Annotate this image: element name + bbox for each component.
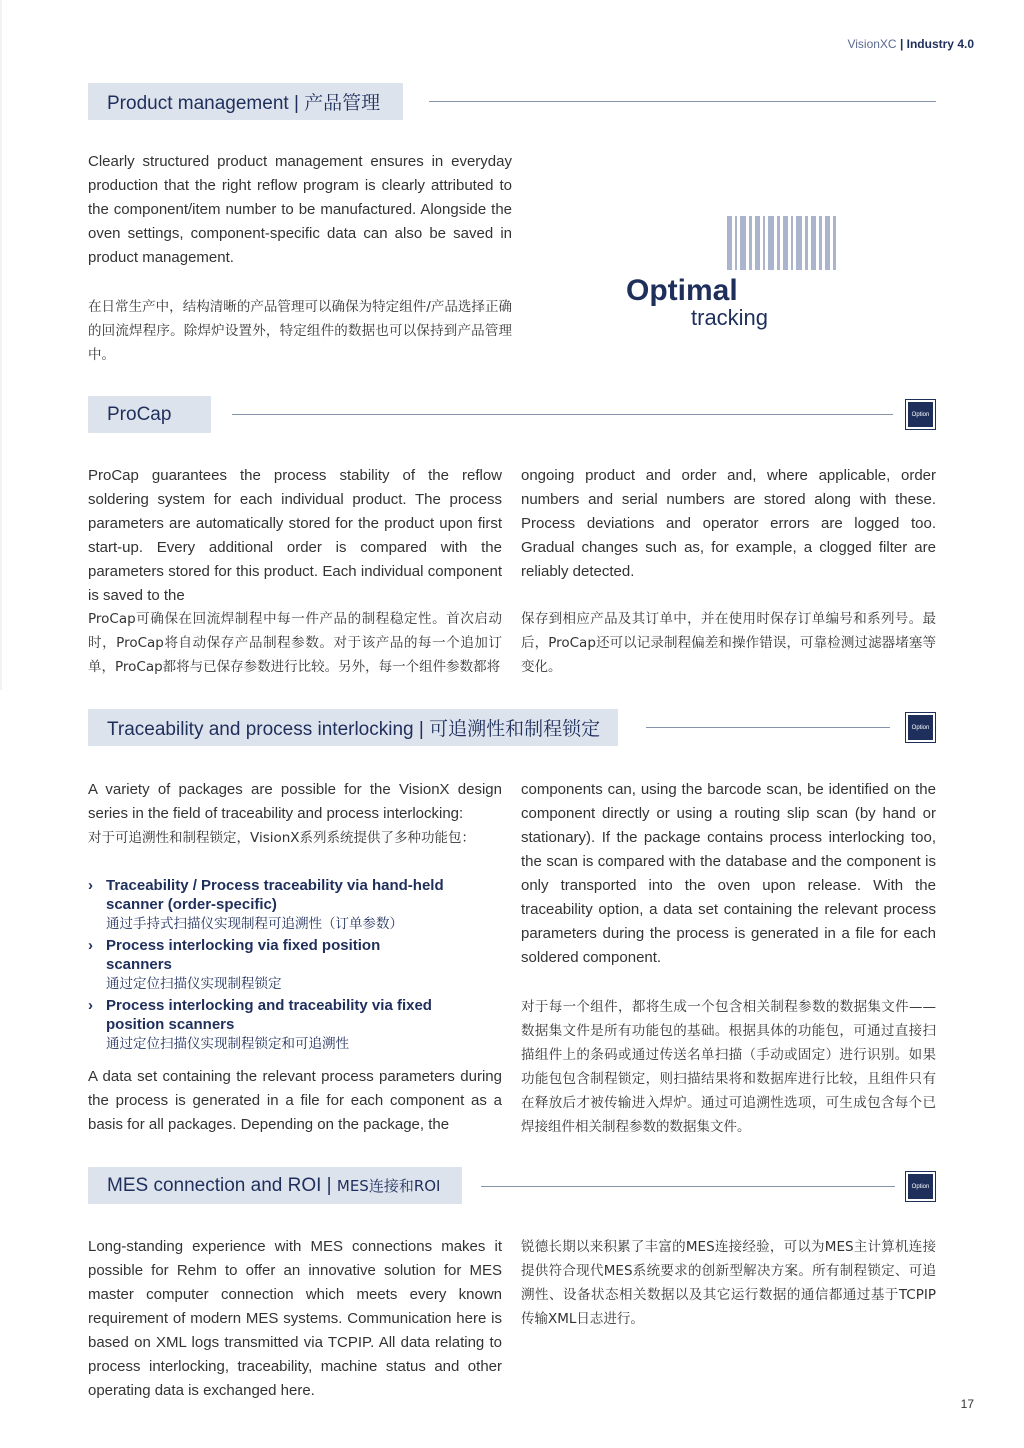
header-separator: | xyxy=(899,37,904,51)
option-badge xyxy=(905,1171,936,1202)
traceability-intro-en: A variety of packages are possible for the VisionX design series in the field of traceability and process interlocking: xyxy=(88,781,502,822)
section-title-cn: MES连接和ROI xyxy=(336,1176,441,1195)
section-title: Traceability and process interlocking | 可追溯性和制程锁定 xyxy=(107,719,601,740)
chevron-right-icon: › xyxy=(88,997,93,1014)
section-rule xyxy=(646,727,890,728)
page-number: 17 xyxy=(960,1397,974,1411)
list-item-cn: 通过手持式扫描仪实现制程可追溯性（订单参数） xyxy=(106,916,403,932)
traceability-right-cn: 对于每一个组件，都将生成一个包含相关制程参数的数据集文件——数据集文件是所有功能包的基础。根据具体的功能包，可通过直接扫描组件上的条码或通过传送名单扫描（手动或固定）进行识别。如果功能包包含制程锁定，则扫描结果将和数据库进行比较，且组件只有在释放后才被传输进入焊炉。通过可追溯性选项，可生成包含每个已焊接组件相关制程参数的数据集文件。 xyxy=(521,999,936,1135)
section-title: ProCap xyxy=(107,403,172,425)
list-item xyxy=(88,996,448,1054)
procap-text-cn-left: ProCap可确保在回流焊制程中每一件产品的制程稳定性。首次启动时，ProCap将自动保存产品制程参数。对于该产品的每一个追加订单，ProCap都将与已保存参数进行比较。另外，每一个组件参数都将 xyxy=(88,611,502,675)
option-badge xyxy=(905,712,936,743)
section-rule xyxy=(232,414,893,415)
list-item-cn: 通过定位扫描仪实现制程锁定和可追溯性 xyxy=(106,1036,349,1052)
section-heading-traceability xyxy=(88,709,618,746)
option-badge-label: Option xyxy=(908,1174,933,1199)
mes-text-en: Long-standing experience with MES connections makes it possible for Rehm to offer an innovative solution for MES master computer connection which meets every known requirement of modern MES systems. Communication here is based on XML logs transmitted via TCPIP. All data relating to process interlocking, traceability, machine status and other operating data is exchanged here. xyxy=(88,1238,502,1399)
procap-text-cn-right: 保存到相应产品及其订单中，并在使用时保存订单编号和系列号。最后，ProCap还可以记录制程偏差和操作错误，可靠检测过滤器堵塞等变化。 xyxy=(521,611,936,675)
traceability-right-en: components can, using the barcode scan, be identified on the component directly or using a routing slip scan (by hand or stationary). If the package contains process interlocking too, the scan is compared with the database and the component is only transported into the oven upon release. With the traceability option, a data set containing the relevant process parameters during the process is generated in a file for each soldered component. xyxy=(521,781,936,966)
section-rule xyxy=(429,101,936,102)
traceability-bottom-en: A data set containing the relevant process parameters during the process is generated in a file for each component as a basis for all packages. Depending on the package, the xyxy=(88,1068,502,1133)
product-management-text-en: Clearly structured product management ensures in everyday production that the right reflow program is clearly attributed to the component/item number to be manufactured. Alongside the oven settings, component-specific data can also be saved in product management. xyxy=(88,153,512,266)
barcode-icon xyxy=(727,216,839,270)
list-item-title: Process interlocking and traceability via fixed position scanners xyxy=(106,997,432,1033)
header-section: Industry 4.0 xyxy=(906,37,974,51)
header-brand: VisionXC xyxy=(847,37,897,51)
list-item xyxy=(88,876,448,934)
list-item xyxy=(88,936,448,994)
list-item-cn: 通过定位扫描仪实现制程锁定 xyxy=(106,976,282,992)
section-title xyxy=(107,1175,441,1197)
package-list xyxy=(88,876,448,1056)
option-badge-label: Option xyxy=(908,402,933,427)
header-tag xyxy=(847,37,974,51)
traceability-intro-cn: 对于可追溯性和制程锁定，VisionX系列系统提供了多种功能包： xyxy=(88,830,476,846)
optimal-tracking-graphic xyxy=(624,210,864,340)
option-badge-label: Option xyxy=(908,715,933,740)
chevron-right-icon: › xyxy=(88,937,93,954)
graphic-word-optimal: Optimal xyxy=(626,274,738,307)
product-management-text-cn: 在日常生产中，结构清晰的产品管理可以确保为特定组件/产品选择正确的回流焊程序。除焊炉设置外，特定组件的数据也可以保持到产品管理中。 xyxy=(88,299,512,363)
section-heading-procap xyxy=(88,396,211,433)
section-heading-product-management xyxy=(88,83,403,120)
procap-text-en-left: ProCap guarantees the process stability of the reflow soldering system for each individual product. The process parameters are automatically stored for the product upon first start-up. Every additional order is compared with the parameters stored for this product. Each individual component is saved to the xyxy=(88,467,502,604)
section-heading-mes xyxy=(88,1167,462,1204)
list-item-title: Process interlocking via fixed position scanners xyxy=(106,937,381,973)
chevron-right-icon: › xyxy=(88,877,93,894)
section-rule xyxy=(481,1186,895,1187)
graphic-word-tracking: tracking xyxy=(691,305,769,330)
page-edge-strip xyxy=(0,0,2,690)
section-title: Product management | 产品管理 xyxy=(107,93,381,114)
section-title-en: MES connection and ROI | xyxy=(107,1174,337,1196)
option-badge xyxy=(905,399,936,430)
procap-text-en-right: ongoing product and order and, where applicable, order numbers and serial numbers are stored along with these. Process deviations and operator errors are logged too. Gradual changes such as, for example, a clogged filter are reliably detected. xyxy=(521,467,936,580)
mes-text-cn: 锐德长期以来积累了丰富的MES连接经验，可以为MES主计算机连接提供符合现代MES系统要求的创新型解决方案。所有制程锁定、可追溯性、设备状态相关数据以及其它运行数据的通信都通过基于TCPIP传输XML日志进行。 xyxy=(521,1239,936,1327)
list-item-title: Traceability / Process traceability via hand-held scanner (order-specific) xyxy=(106,877,444,913)
